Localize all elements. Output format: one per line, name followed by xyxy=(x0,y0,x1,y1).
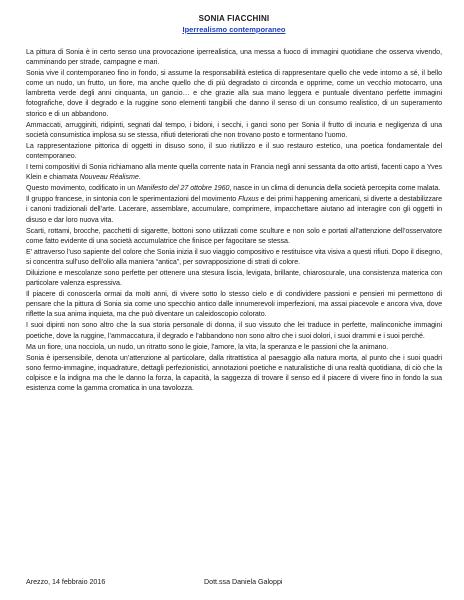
paragraph xyxy=(26,247,442,267)
paragraph xyxy=(26,353,442,393)
text-run: La pittura di Sonia è in certo senso una provocazione iperrealistica, una messa a fuoco di immagini quotidiane che osserva vivendo, camminando per strade, campagne e mari. xyxy=(26,48,442,67)
text-run: . xyxy=(138,173,141,182)
text-run: Il piacere di conoscerla ormai da molti anni, di vivere sotto lo stesso cielo e di condividere passioni e pensieri mi permettono di pensare che la pittura di Sonia sia come uno specchio antico dalle innumerevoli imperfezioni, ma assai piacevole e ancora viva, dove riflette la sua anima inquieta, ma che può diventare un caleidoscopio colorato. xyxy=(26,290,442,319)
paragraph xyxy=(26,68,442,118)
text-run: Sonia è ipersensibile, denota un’attenzione al particolare, dalla ritrattistica al paesaggio alla natura morta, al punto che i suoi quadri sono fermo-immagine, inquadrature, dettagli perfezionistici, annotazioni poetiche e naturalistiche di una realtà quotidiana, di ciò che la colpisce e la indigna ma che le danno la forza, la capacità, la saggezza di trovare il senso ed il piacere di vivere fino in fondo la sua esistenza come la gamma cromatica in una tavolozza. xyxy=(26,353,442,392)
paragraph xyxy=(26,120,442,140)
italic-text: Fluxus xyxy=(238,195,259,204)
text-run: Questo movimento, codificato in un xyxy=(26,184,138,193)
paragraph xyxy=(26,183,442,193)
text-run: Sonia vive il contemporaneo fino in fondo, si assume la responsabilità estetica di rappresentare quello che vede intorno a sé, il bello come un nudo, un frutto, un fiore, ma anche quello che di più degradato ci circonda e opprime, come un vecchio motocarro, una lambretta verde degli anni cinquanta, un gancio… e che grazie alla sua mano leggera e puntuale diventano perfette immagini fotografiche, dove il degrado e la ruggine sono elementi tangibili che danno il senso di un consumo realistico, di un superamento storico e di un abbandono. xyxy=(26,69,442,118)
italic-text: Nouveau Réalisme xyxy=(79,173,139,182)
paragraph xyxy=(26,47,442,67)
signature: Dott.ssa Daniela Galoppi xyxy=(204,578,283,586)
text-run: La rappresentazione pittorica di oggetti in disuso sono, il suo riutilizzo e il suo restauro estetico, una poetica fondamentale del contemporaneo. xyxy=(26,141,442,160)
document-subtitle: Iperrealismo contemporaneo xyxy=(182,25,286,34)
text-run: E’ attraverso l’uso sapiente del colore che Sonia inizia il suo viaggio compositivo e restituisce vita visiva a questi rifiuti. Dopo il disegno, si concentra sull’uso dell’olio alla maniera “antica”, per sovrapposizione di strati di colore. xyxy=(26,247,442,266)
text-run: , nasce in un clima di denuncia della società percepita come malata. xyxy=(229,184,441,193)
text-run: Diluizione e mescolanze sono perfette per ottenere una stesura liscia, levigata, brillante, chiaroscurale, una consistenza materica con particolare valenza espressiva. xyxy=(26,268,442,288)
paragraph xyxy=(26,320,442,340)
paragraph xyxy=(26,289,442,319)
paragraph xyxy=(26,226,442,246)
italic-text: Manifesto del 27 ottobre 1960 xyxy=(137,184,230,193)
text-run: I temi compositivi di Sonia richiamano alla mente quella corrente nata in Francia negli anni sessanta da otto artisti, facenti capo a Yves Klein e chiamata xyxy=(26,163,442,182)
paragraph xyxy=(26,268,442,288)
place-date: Arezzo, 14 febbraio 2016 xyxy=(26,578,106,586)
text-run: Il gruppo francese, in sintonia con le sperimentazioni del movimento xyxy=(26,195,239,204)
text-run: Ammaccati, arrugginiti, ridipinti, segnati dal tempo, i bidoni, i secchi, i ganci sono per Sonia il frutto di incuria e negligenza di una società consumistica implosa su se stessa, rifiuti deteriorati che non trovano posto e tormentano l’uomo. xyxy=(26,120,442,139)
paragraph xyxy=(26,194,442,224)
paragraph xyxy=(26,141,442,161)
text-run: Ma un fiore, una nocciola, un nudo, un ritratto sono le gioie, l’amore, la vita, la speranza e le passioni che la animano. xyxy=(26,342,389,351)
text-run: e dei primi happening americani, si diverte a destabilizzare i canoni tradizionali dell’arte. Lacerare, assemblare, accumulare, comprimere, impacchettare aiutano ad interagire con gli oggetti in disuso e dar loro nuova vita. xyxy=(26,195,443,224)
paragraph xyxy=(26,162,442,182)
paragraph xyxy=(26,342,442,352)
document-body xyxy=(26,47,442,393)
text-run: I suoi dipinti non sono altro che la sua storia personale di donna, il suo vissuto che lei traduce in perfette, malinconiche immagini poetiche, dove la ruggine, l’ammaccatura, il degrado e l’abbandono non sono altro che i suoi dolori, i suoi drammi e i suoi perché. xyxy=(26,321,442,340)
text-run: Scarti, rottami, brocche, pacchetti di sigarette, bottoni sono utilizzati come sculture e non solo e portati all’attenzione dell’osservatore come fatto evidente di una società accumulatrice che finisce per fagocitare se stessa. xyxy=(26,226,442,245)
document-title: SONIA FIACCHINI xyxy=(198,14,270,23)
